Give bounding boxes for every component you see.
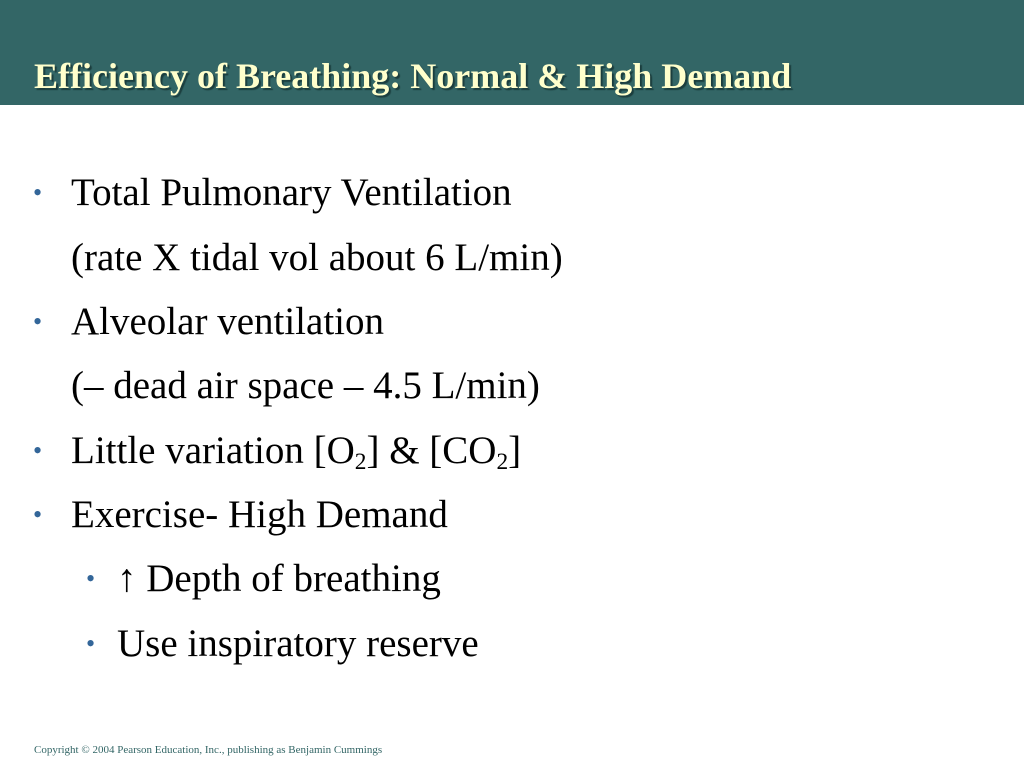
text-run: Little variation [O: [71, 429, 355, 472]
bullet-text: Alveolar ventilation: [71, 300, 384, 343]
bullet-text: Total Pulmonary Ventilation: [71, 171, 512, 214]
copyright-footer: Copyright © 2004 Pearson Education, Inc., publishing as Benjamin Cummings: [34, 744, 383, 756]
up-arrow-icon: ↑: [117, 557, 137, 600]
text-run: ] & [CO: [366, 429, 497, 472]
slide-title: Efficiency of Breathing: Normal & High Demand: [34, 56, 792, 96]
bullet-icon: •: [33, 307, 43, 336]
sub-bullet-icon: •: [86, 629, 96, 658]
text-run: Depth of breathing: [136, 557, 441, 600]
bullet-continuation: (rate X tidal vol about 6 L/min): [71, 236, 563, 279]
sub-bullet-text: [117, 556, 441, 602]
subscript: 2: [354, 448, 367, 475]
sub-bullet-text: Use inspiratory reserve: [117, 622, 479, 665]
sub-bullet-icon: •: [86, 564, 96, 593]
subscript: 2: [496, 448, 509, 475]
bullet-text: [71, 428, 521, 474]
text-run: ]: [508, 429, 522, 472]
bullet-icon: •: [33, 436, 43, 465]
bullet-text: Exercise- High Demand: [71, 493, 448, 536]
bullet-continuation: (– dead air space – 4.5 L/min): [71, 364, 540, 407]
bullet-icon: •: [33, 500, 43, 529]
bullet-icon: •: [33, 178, 43, 207]
